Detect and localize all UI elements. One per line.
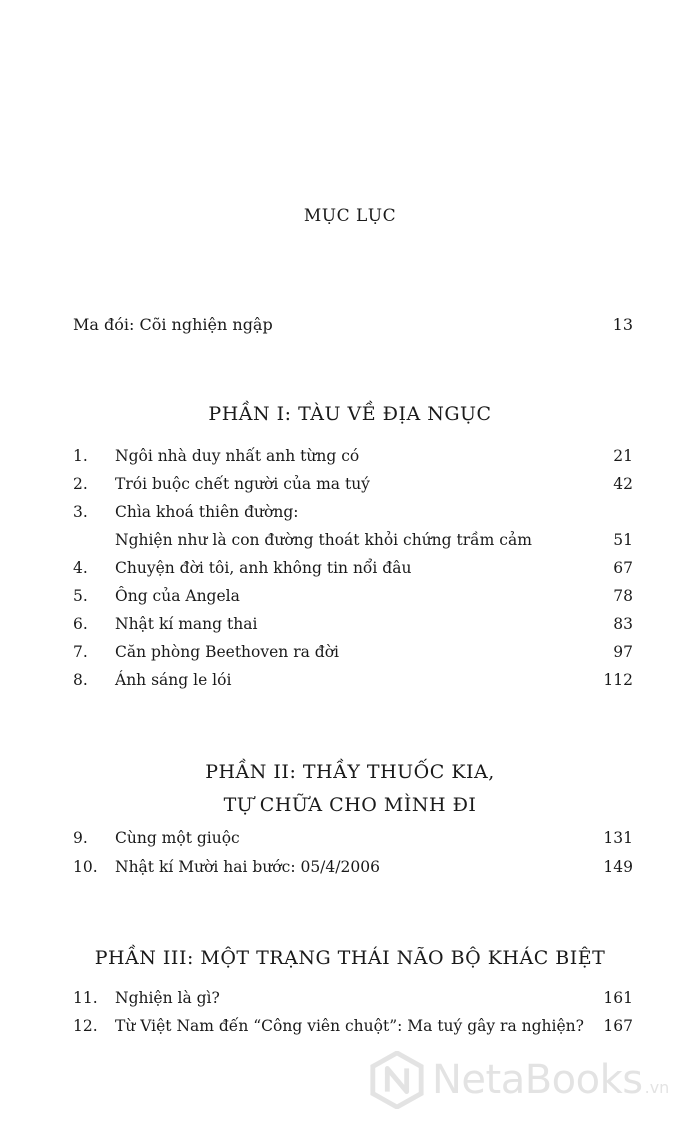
entry-number: 2. (73, 475, 88, 493)
entry-number: 12. (73, 1017, 98, 1035)
watermark-brand: NetaBooks (432, 1057, 643, 1103)
entry-page-number: 83 (613, 615, 633, 633)
toc-entry (73, 826, 633, 850)
entry-title: Chuyện đời tôi, anh không tin nổi đâu (115, 559, 412, 577)
netabooks-logo-icon (368, 1051, 426, 1109)
intro-title: Ma đói: Cõi nghiện ngập (73, 315, 273, 334)
part-3-heading (0, 942, 700, 975)
entry-page-number: 51 (613, 531, 633, 549)
entry-title: Nhật kí mang thai (115, 615, 258, 633)
toc-title: MỤC LỤC (303, 206, 397, 226)
toc-entry (73, 444, 633, 468)
entry-number: 8. (73, 671, 88, 689)
entry-page-number: 131 (603, 829, 633, 847)
netabooks-watermark (368, 1050, 688, 1110)
entry-page-number: 67 (613, 559, 633, 577)
entry-number: 5. (73, 587, 88, 605)
entry-page-number: 21 (613, 447, 633, 465)
entry-title: Từ Việt Nam đến “Công viên chuột”: Ma tuý gây ra nghiện? (115, 1017, 584, 1035)
toc-entry (73, 640, 633, 664)
part-2-heading (0, 756, 700, 822)
entry-page-number: 78 (613, 587, 633, 605)
entry-page-number: 97 (613, 643, 633, 661)
toc-entry (73, 500, 633, 524)
toc-entry (73, 556, 633, 580)
entry-title: Ngôi nhà duy nhất anh từng có (115, 447, 360, 465)
entry-page-number: 112 (603, 671, 633, 689)
entry-number: 6. (73, 615, 88, 633)
entry-number: 7. (73, 643, 88, 661)
watermark-tld: .vn (644, 1077, 670, 1097)
part-1-heading-line: PHẦN I: TÀU VỀ ĐỊA NGỤC (208, 403, 492, 425)
entry-page-number: 167 (603, 1017, 633, 1035)
entry-number: 3. (73, 503, 88, 521)
entry-title: Nghiện là gì? (115, 989, 220, 1007)
toc-entry (73, 1014, 633, 1038)
toc-entry (73, 986, 633, 1010)
intro-page-number: 13 (612, 315, 633, 334)
part-1-heading (0, 398, 700, 431)
entry-number: 4. (73, 559, 88, 577)
toc-entry (73, 584, 633, 608)
entry-title: Trói buộc chết người của ma tuý (115, 475, 370, 493)
part-2-heading-line: TỰ CHỮA CHO MÌNH ĐI (223, 794, 477, 816)
entry-title: Cùng một giuộc (115, 829, 240, 847)
part-3-heading-line: PHẦN III: MỘT TRẠNG THÁI NÃO BỘ KHÁC BIỆT (94, 947, 606, 969)
entry-page-number: 149 (603, 858, 633, 876)
toc-entry (73, 668, 633, 692)
entry-title: Chìa khoá thiên đường: (115, 503, 299, 521)
entry-title: Ông của Angela (115, 587, 240, 605)
entry-title: Căn phòng Beethoven ra đời (115, 643, 339, 661)
entry-page-number: 42 (613, 475, 633, 493)
entry-number: 11. (73, 989, 98, 1007)
part-2-heading-line: PHẦN II: THẦY THUỐC KIA, (205, 761, 495, 783)
toc-entry (73, 528, 633, 552)
intro-entry (73, 315, 633, 334)
toc-entry (73, 612, 633, 636)
entry-title: Nghiện như là con đường thoát khỏi chứng trầm cảm (115, 531, 532, 549)
entry-page-number: 161 (603, 989, 633, 1007)
toc-entry (73, 472, 633, 496)
entry-title: Nhật kí Mười hai bước: 05/4/2006 (115, 858, 380, 876)
toc-entry (73, 855, 633, 879)
entry-number: 9. (73, 829, 88, 847)
entry-number: 10. (73, 858, 98, 876)
entry-title: Ánh sáng le lói (115, 671, 232, 689)
entry-number: 1. (73, 447, 88, 465)
